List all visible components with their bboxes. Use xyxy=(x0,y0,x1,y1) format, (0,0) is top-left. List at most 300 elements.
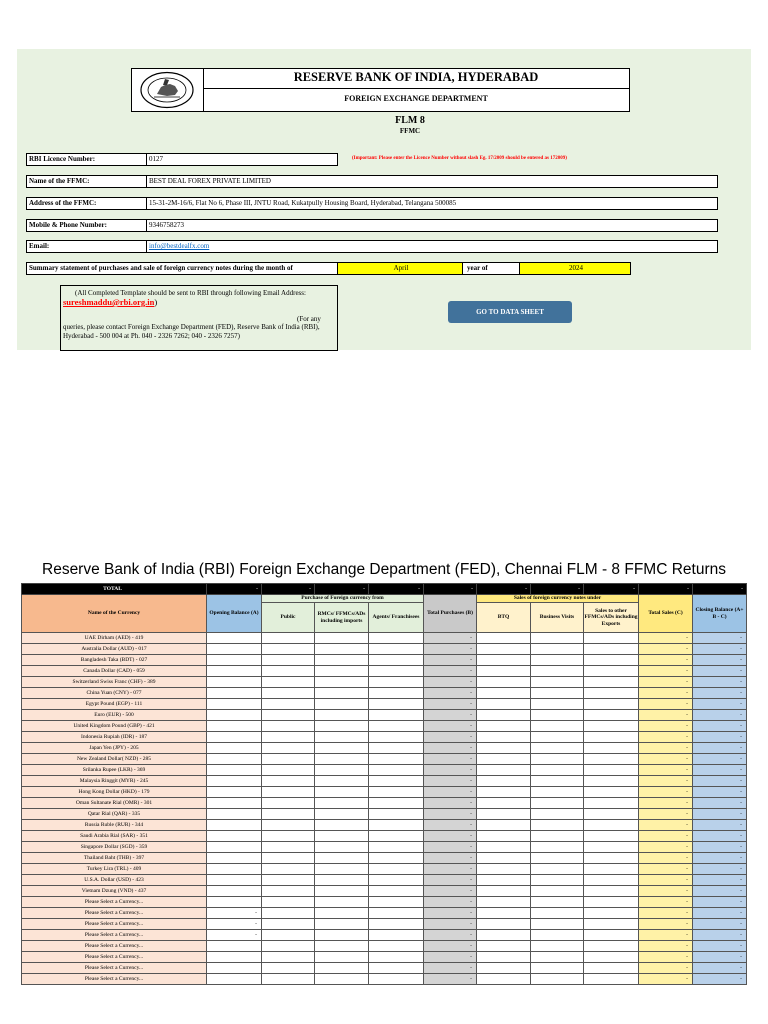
sales-other-cell[interactable] xyxy=(584,886,639,897)
business-visits-cell[interactable] xyxy=(531,897,584,908)
public-cell[interactable] xyxy=(262,908,315,919)
currency-name-cell[interactable]: Please Select a Currency... xyxy=(22,952,207,963)
opening-balance-cell[interactable] xyxy=(207,842,262,853)
agents-cell[interactable] xyxy=(369,633,424,644)
month-select[interactable]: April xyxy=(338,263,463,274)
agents-cell[interactable] xyxy=(369,897,424,908)
rmcs-cell[interactable] xyxy=(315,886,369,897)
public-cell[interactable] xyxy=(262,886,315,897)
btq-cell[interactable] xyxy=(477,732,531,743)
currency-name-cell[interactable]: Please Select a Currency... xyxy=(22,908,207,919)
opening-balance-cell[interactable] xyxy=(207,820,262,831)
closing-balance-cell: - xyxy=(693,787,747,798)
agents-cell[interactable] xyxy=(369,732,424,743)
public-cell[interactable] xyxy=(262,809,315,820)
business-visits-cell[interactable] xyxy=(531,633,584,644)
agents-cell[interactable] xyxy=(369,853,424,864)
rmcs-cell[interactable] xyxy=(315,732,369,743)
business-visits-cell[interactable] xyxy=(531,798,584,809)
opening-balance-cell[interactable] xyxy=(207,787,262,798)
business-visits-cell[interactable] xyxy=(531,677,584,688)
currency-name-cell[interactable]: Australia Dollar (AUD) - 017 xyxy=(22,644,207,655)
currency-name-cell[interactable]: Euro (EUR) - 500 xyxy=(22,710,207,721)
agents-cell[interactable] xyxy=(369,776,424,787)
agents-cell[interactable] xyxy=(369,754,424,765)
sales-other-cell[interactable] xyxy=(584,732,639,743)
currency-name-cell[interactable]: Srilanka Rupee (LKR) - 369 xyxy=(22,765,207,776)
total-purchases-cell: - xyxy=(424,688,477,699)
agents-cell[interactable] xyxy=(369,787,424,798)
rmcs-cell[interactable] xyxy=(315,831,369,842)
agents-cell[interactable] xyxy=(369,644,424,655)
currency-name-cell[interactable]: Bangladesh Taka (BDT) - 027 xyxy=(22,655,207,666)
sales-other-cell[interactable] xyxy=(584,952,639,963)
agents-cell[interactable] xyxy=(369,699,424,710)
agents-cell[interactable] xyxy=(369,688,424,699)
rbi-email-link[interactable]: sureshmaddu@rbi.org.in xyxy=(63,297,155,307)
rmcs-cell[interactable] xyxy=(315,633,369,644)
business-visits-cell[interactable] xyxy=(531,710,584,721)
business-visits-cell[interactable] xyxy=(531,875,584,886)
agents-cell[interactable] xyxy=(369,875,424,886)
sales-other-cell[interactable] xyxy=(584,787,639,798)
currency-name-cell[interactable]: United Kingdom Pound (GBP) - 421 xyxy=(22,721,207,732)
sales-other-cell[interactable] xyxy=(584,963,639,974)
currency-name-cell[interactable]: Please Select a Currency... xyxy=(22,963,207,974)
btq-cell[interactable] xyxy=(477,897,531,908)
total-purchases-cell: - xyxy=(424,809,477,820)
business-visits-cell[interactable] xyxy=(531,908,584,919)
agents-cell[interactable] xyxy=(369,809,424,820)
btq-cell[interactable] xyxy=(477,875,531,886)
btq-cell[interactable] xyxy=(477,776,531,787)
business-visits-cell[interactable] xyxy=(531,787,584,798)
business-visits-cell[interactable] xyxy=(531,721,584,732)
rmcs-cell[interactable] xyxy=(315,853,369,864)
opening-balance-cell[interactable] xyxy=(207,699,262,710)
agents-cell[interactable] xyxy=(369,820,424,831)
opening-balance-cell[interactable] xyxy=(207,721,262,732)
business-visits-cell[interactable] xyxy=(531,963,584,974)
sales-other-cell[interactable] xyxy=(584,875,639,886)
sales-other-cell[interactable] xyxy=(584,974,639,985)
currency-name-cell[interactable]: Qatar Rial (QAR) - 335 xyxy=(22,809,207,820)
business-visits-cell[interactable] xyxy=(531,688,584,699)
opening-balance-cell[interactable]: - xyxy=(207,930,262,941)
agents-cell[interactable] xyxy=(369,677,424,688)
currency-name-cell[interactable]: Please Select a Currency... xyxy=(22,930,207,941)
btq-cell[interactable] xyxy=(477,908,531,919)
currency-name-cell[interactable]: Malaysia Ringgit (MYR) - 245 xyxy=(22,776,207,787)
rmcs-cell[interactable] xyxy=(315,941,369,952)
sales-other-cell[interactable] xyxy=(584,644,639,655)
total-purchases-cell: - xyxy=(424,710,477,721)
public-cell[interactable] xyxy=(262,754,315,765)
sales-other-cell[interactable] xyxy=(584,842,639,853)
btq-cell[interactable] xyxy=(477,787,531,798)
closing-balance-cell: - xyxy=(693,919,747,930)
btq-cell[interactable] xyxy=(477,798,531,809)
public-cell[interactable] xyxy=(262,864,315,875)
total-sales-cell: - xyxy=(639,765,693,776)
rmcs-cell[interactable] xyxy=(315,699,369,710)
public-cell[interactable] xyxy=(262,732,315,743)
currency-name-cell[interactable]: Hong Kong Dollar (HKD) - 179 xyxy=(22,787,207,798)
public-cell[interactable] xyxy=(262,798,315,809)
rmcs-cell[interactable] xyxy=(315,754,369,765)
btq-cell[interactable] xyxy=(477,721,531,732)
btq-cell[interactable] xyxy=(477,831,531,842)
public-cell[interactable] xyxy=(262,875,315,886)
rmcs-cell[interactable] xyxy=(315,842,369,853)
opening-balance-cell[interactable] xyxy=(207,677,262,688)
opening-balance-cell[interactable] xyxy=(207,688,262,699)
opening-balance-cell[interactable] xyxy=(207,853,262,864)
btq-cell[interactable] xyxy=(477,864,531,875)
business-visits-cell[interactable] xyxy=(531,666,584,677)
opening-balance-cell[interactable] xyxy=(207,633,262,644)
btq-cell[interactable] xyxy=(477,677,531,688)
sales-other-cell[interactable] xyxy=(584,919,639,930)
currency-name-cell[interactable]: Vietnam Dzung (VND) - 437 xyxy=(22,886,207,897)
agents-cell[interactable] xyxy=(369,710,424,721)
currency-name-cell[interactable]: Egypt Pound (EGP) - 111 xyxy=(22,699,207,710)
rmcs-cell[interactable] xyxy=(315,644,369,655)
closing-balance-cell: - xyxy=(693,809,747,820)
btq-cell[interactable] xyxy=(477,710,531,721)
currency-name-cell[interactable]: Japan Yen (JPY) - 205 xyxy=(22,743,207,754)
btq-cell[interactable] xyxy=(477,919,531,930)
currency-name-cell[interactable]: UAE Dirham (AED) - 419 xyxy=(22,633,207,644)
opening-balance-cell[interactable] xyxy=(207,710,262,721)
business-visits-cell[interactable] xyxy=(531,886,584,897)
total-cell: - xyxy=(584,584,639,595)
rmcs-cell[interactable] xyxy=(315,710,369,721)
opening-balance-cell[interactable] xyxy=(207,798,262,809)
public-cell[interactable] xyxy=(262,897,315,908)
sales-other-cell[interactable] xyxy=(584,809,639,820)
public-cell[interactable] xyxy=(262,710,315,721)
btq-cell[interactable] xyxy=(477,644,531,655)
agents-cell[interactable] xyxy=(369,842,424,853)
sales-other-cell[interactable] xyxy=(584,930,639,941)
btq-cell[interactable] xyxy=(477,699,531,710)
currency-name-cell[interactable]: Russia Ruble (RUR) - 344 xyxy=(22,820,207,831)
opening-balance-cell[interactable] xyxy=(207,754,262,765)
agents-cell[interactable] xyxy=(369,941,424,952)
opening-balance-cell[interactable] xyxy=(207,886,262,897)
currency-name-cell[interactable]: Canada Dollar (CAD) - 059 xyxy=(22,666,207,677)
sales-other-cell[interactable] xyxy=(584,666,639,677)
public-cell[interactable] xyxy=(262,666,315,677)
sales-other-cell[interactable] xyxy=(584,908,639,919)
sales-other-cell[interactable] xyxy=(584,853,639,864)
btq-cell[interactable] xyxy=(477,809,531,820)
currency-name-cell[interactable]: Please Select a Currency... xyxy=(22,974,207,985)
email-input[interactable]: info@bestdealfx.com xyxy=(149,242,210,250)
table-row xyxy=(22,644,747,655)
total-sales-cell: - xyxy=(639,974,693,985)
agents-cell[interactable] xyxy=(369,930,424,941)
agents-cell[interactable] xyxy=(369,886,424,897)
opening-balance-cell[interactable] xyxy=(207,941,262,952)
agents-cell[interactable] xyxy=(369,666,424,677)
sales-other-cell[interactable] xyxy=(584,798,639,809)
rmcs-cell[interactable] xyxy=(315,930,369,941)
public-cell[interactable] xyxy=(262,644,315,655)
public-cell[interactable] xyxy=(262,820,315,831)
business-visits-cell[interactable] xyxy=(531,831,584,842)
header-rmcs: RMCs/ FFMCs/ADs including imports xyxy=(315,603,369,633)
sales-other-cell[interactable] xyxy=(584,633,639,644)
sales-other-cell[interactable] xyxy=(584,831,639,842)
opening-balance-cell[interactable] xyxy=(207,776,262,787)
table-row xyxy=(22,721,747,732)
btq-cell[interactable] xyxy=(477,941,531,952)
rmcs-cell[interactable] xyxy=(315,721,369,732)
rmcs-cell[interactable] xyxy=(315,655,369,666)
sales-other-cell[interactable] xyxy=(584,743,639,754)
sales-other-cell[interactable] xyxy=(584,754,639,765)
rmcs-cell[interactable] xyxy=(315,765,369,776)
btq-cell[interactable] xyxy=(477,633,531,644)
rmcs-cell[interactable] xyxy=(315,677,369,688)
rmcs-cell[interactable] xyxy=(315,787,369,798)
sales-other-cell[interactable] xyxy=(584,941,639,952)
rmcs-cell[interactable] xyxy=(315,798,369,809)
opening-balance-cell[interactable] xyxy=(207,809,262,820)
opening-balance-cell[interactable] xyxy=(207,831,262,842)
sales-other-cell[interactable] xyxy=(584,765,639,776)
total-sales-cell: - xyxy=(639,710,693,721)
agents-cell[interactable] xyxy=(369,798,424,809)
public-cell[interactable] xyxy=(262,952,315,963)
public-cell[interactable] xyxy=(262,776,315,787)
business-visits-cell[interactable] xyxy=(531,776,584,787)
agents-cell[interactable] xyxy=(369,721,424,732)
header-box xyxy=(131,68,630,112)
phone-input[interactable]: 9346758273 xyxy=(149,221,184,229)
opening-balance-cell[interactable]: - xyxy=(207,919,262,930)
opening-balance-cell[interactable] xyxy=(207,765,262,776)
btq-cell[interactable] xyxy=(477,688,531,699)
opening-balance-cell[interactable] xyxy=(207,666,262,677)
business-visits-cell[interactable] xyxy=(531,644,584,655)
table-row xyxy=(22,952,747,963)
currency-name-cell[interactable]: Singapore Dollar (SGD) - 359 xyxy=(22,842,207,853)
sales-other-cell[interactable] xyxy=(584,721,639,732)
opening-balance-cell[interactable] xyxy=(207,963,262,974)
currency-name-cell[interactable]: Saudi Arabia Rial (SAR) - 351 xyxy=(22,831,207,842)
agents-cell[interactable] xyxy=(369,963,424,974)
public-cell[interactable] xyxy=(262,677,315,688)
ffmc-name-input[interactable]: BEST DEAL FOREX PRIVATE LIMITED xyxy=(149,177,271,185)
opening-balance-cell[interactable] xyxy=(207,952,262,963)
bank-title: RESERVE BANK OF INDIA, HYDERABAD xyxy=(203,69,629,89)
currency-name-cell[interactable]: Please Select a Currency... xyxy=(22,897,207,908)
currency-name-cell[interactable]: Thailand Baht (THB) - 397 xyxy=(22,853,207,864)
public-cell[interactable] xyxy=(262,787,315,798)
total-purchases-cell: - xyxy=(424,732,477,743)
agents-cell[interactable] xyxy=(369,743,424,754)
table-row xyxy=(22,655,747,666)
currency-name-cell[interactable]: Turkey Lira (TRL) - 409 xyxy=(22,864,207,875)
sales-other-cell[interactable] xyxy=(584,864,639,875)
rmcs-cell[interactable] xyxy=(315,974,369,985)
sales-other-cell[interactable] xyxy=(584,655,639,666)
currency-name-cell[interactable]: Switzerland Swiss Franc (CHF) - 389 xyxy=(22,677,207,688)
opening-balance-cell[interactable] xyxy=(207,864,262,875)
sales-other-cell[interactable] xyxy=(584,776,639,787)
rmcs-cell[interactable] xyxy=(315,908,369,919)
opening-balance-cell[interactable] xyxy=(207,732,262,743)
public-cell[interactable] xyxy=(262,699,315,710)
opening-balance-cell[interactable]: - xyxy=(207,908,262,919)
btq-cell[interactable] xyxy=(477,952,531,963)
ffmc-name-row xyxy=(26,175,718,188)
returns-table xyxy=(21,583,747,985)
header-total-sales: Total Sales (C) xyxy=(639,595,693,633)
btq-cell[interactable] xyxy=(477,963,531,974)
opening-balance-cell[interactable] xyxy=(207,655,262,666)
currency-name-cell[interactable]: Please Select a Currency... xyxy=(22,941,207,952)
total-purchases-cell: - xyxy=(424,743,477,754)
public-cell[interactable] xyxy=(262,853,315,864)
business-visits-cell[interactable] xyxy=(531,820,584,831)
business-visits-cell[interactable] xyxy=(531,754,584,765)
public-cell[interactable] xyxy=(262,919,315,930)
public-cell[interactable] xyxy=(262,655,315,666)
agents-cell[interactable] xyxy=(369,655,424,666)
rmcs-cell[interactable] xyxy=(315,688,369,699)
opening-balance-cell[interactable] xyxy=(207,644,262,655)
btq-cell[interactable] xyxy=(477,765,531,776)
agents-cell[interactable] xyxy=(369,919,424,930)
public-cell[interactable] xyxy=(262,721,315,732)
header-business-visits: Business Visits xyxy=(531,603,584,633)
closing-balance-cell: - xyxy=(693,820,747,831)
address-input[interactable]: 15-31-2M-16/6, Flat No 6, Phase III, JNTU Road, Kukatpully Housing Board, Hyderabad, Telangana 500085 xyxy=(149,199,457,207)
btq-cell[interactable] xyxy=(477,666,531,677)
total-purchases-cell: - xyxy=(424,633,477,644)
sales-other-cell[interactable] xyxy=(584,897,639,908)
sales-other-cell[interactable] xyxy=(584,677,639,688)
business-visits-cell[interactable] xyxy=(531,655,584,666)
address-row xyxy=(26,197,718,210)
public-cell[interactable] xyxy=(262,633,315,644)
rmcs-cell[interactable] xyxy=(315,875,369,886)
go-to-data-sheet-button[interactable]: GO TO DATA SHEET xyxy=(448,301,572,323)
opening-balance-cell[interactable] xyxy=(207,897,262,908)
public-cell[interactable] xyxy=(262,930,315,941)
agents-cell[interactable] xyxy=(369,952,424,963)
rmcs-cell[interactable] xyxy=(315,666,369,677)
sales-other-cell[interactable] xyxy=(584,710,639,721)
business-visits-cell[interactable] xyxy=(531,941,584,952)
currency-name-cell[interactable]: Oman Sultanate Rial (OMR) - 301 xyxy=(22,798,207,809)
public-cell[interactable] xyxy=(262,765,315,776)
btq-cell[interactable] xyxy=(477,743,531,754)
agents-cell[interactable] xyxy=(369,831,424,842)
currency-name-cell[interactable]: Please Select a Currency... xyxy=(22,919,207,930)
public-cell[interactable] xyxy=(262,831,315,842)
btq-cell[interactable] xyxy=(477,842,531,853)
btq-cell[interactable] xyxy=(477,974,531,985)
btq-cell[interactable] xyxy=(477,853,531,864)
rmcs-cell[interactable] xyxy=(315,743,369,754)
total-cell: - xyxy=(262,584,315,595)
business-visits-cell[interactable] xyxy=(531,974,584,985)
agents-cell[interactable] xyxy=(369,864,424,875)
public-cell[interactable] xyxy=(262,941,315,952)
public-cell[interactable] xyxy=(262,743,315,754)
currency-name-cell[interactable]: New Zealand Dollar( NZD) - 285 xyxy=(22,754,207,765)
public-cell[interactable] xyxy=(262,963,315,974)
business-visits-cell[interactable] xyxy=(531,853,584,864)
btq-cell[interactable] xyxy=(477,655,531,666)
sales-other-cell[interactable] xyxy=(584,820,639,831)
agents-cell[interactable] xyxy=(369,765,424,776)
business-visits-cell[interactable] xyxy=(531,732,584,743)
business-visits-cell[interactable] xyxy=(531,930,584,941)
business-visits-cell[interactable] xyxy=(531,809,584,820)
total-purchases-cell: - xyxy=(424,776,477,787)
instructions-email-row xyxy=(63,297,337,307)
business-visits-cell[interactable] xyxy=(531,842,584,853)
public-cell[interactable] xyxy=(262,688,315,699)
business-visits-cell[interactable] xyxy=(531,743,584,754)
btq-cell[interactable] xyxy=(477,886,531,897)
licence-input[interactable]: 0127 xyxy=(149,155,163,163)
public-cell[interactable] xyxy=(262,842,315,853)
rmcs-cell[interactable] xyxy=(315,864,369,875)
total-sales-cell: - xyxy=(639,908,693,919)
table-row xyxy=(22,743,747,754)
business-visits-cell[interactable] xyxy=(531,864,584,875)
opening-balance-cell[interactable] xyxy=(207,743,262,754)
table-row xyxy=(22,875,747,886)
rmcs-cell[interactable] xyxy=(315,919,369,930)
rmcs-cell[interactable] xyxy=(315,809,369,820)
sales-other-cell[interactable] xyxy=(584,699,639,710)
rmcs-cell[interactable] xyxy=(315,952,369,963)
currency-name-cell[interactable]: U.S.A. Dollar (USD) - 423 xyxy=(22,875,207,886)
agents-cell[interactable] xyxy=(369,974,424,985)
agents-cell[interactable] xyxy=(369,908,424,919)
business-visits-cell[interactable] xyxy=(531,765,584,776)
public-cell[interactable] xyxy=(262,974,315,985)
business-visits-cell[interactable] xyxy=(531,699,584,710)
email-label: Email: xyxy=(27,241,147,252)
currency-name-cell[interactable]: China Yuan (CNY) - 077 xyxy=(22,688,207,699)
sales-other-cell[interactable] xyxy=(584,688,639,699)
rmcs-cell[interactable] xyxy=(315,963,369,974)
rmcs-cell[interactable] xyxy=(315,776,369,787)
currency-name-cell[interactable]: Indonesia Rupiah (IDR) - 187 xyxy=(22,732,207,743)
opening-balance-cell[interactable] xyxy=(207,974,262,985)
year-input[interactable]: 2024 xyxy=(520,263,630,274)
total-row xyxy=(22,584,747,595)
table-row xyxy=(22,864,747,875)
rmcs-cell[interactable] xyxy=(315,897,369,908)
btq-cell[interactable] xyxy=(477,754,531,765)
btq-cell[interactable] xyxy=(477,930,531,941)
btq-cell[interactable] xyxy=(477,820,531,831)
business-visits-cell[interactable] xyxy=(531,919,584,930)
rmcs-cell[interactable] xyxy=(315,820,369,831)
opening-balance-cell[interactable] xyxy=(207,875,262,886)
business-visits-cell[interactable] xyxy=(531,952,584,963)
